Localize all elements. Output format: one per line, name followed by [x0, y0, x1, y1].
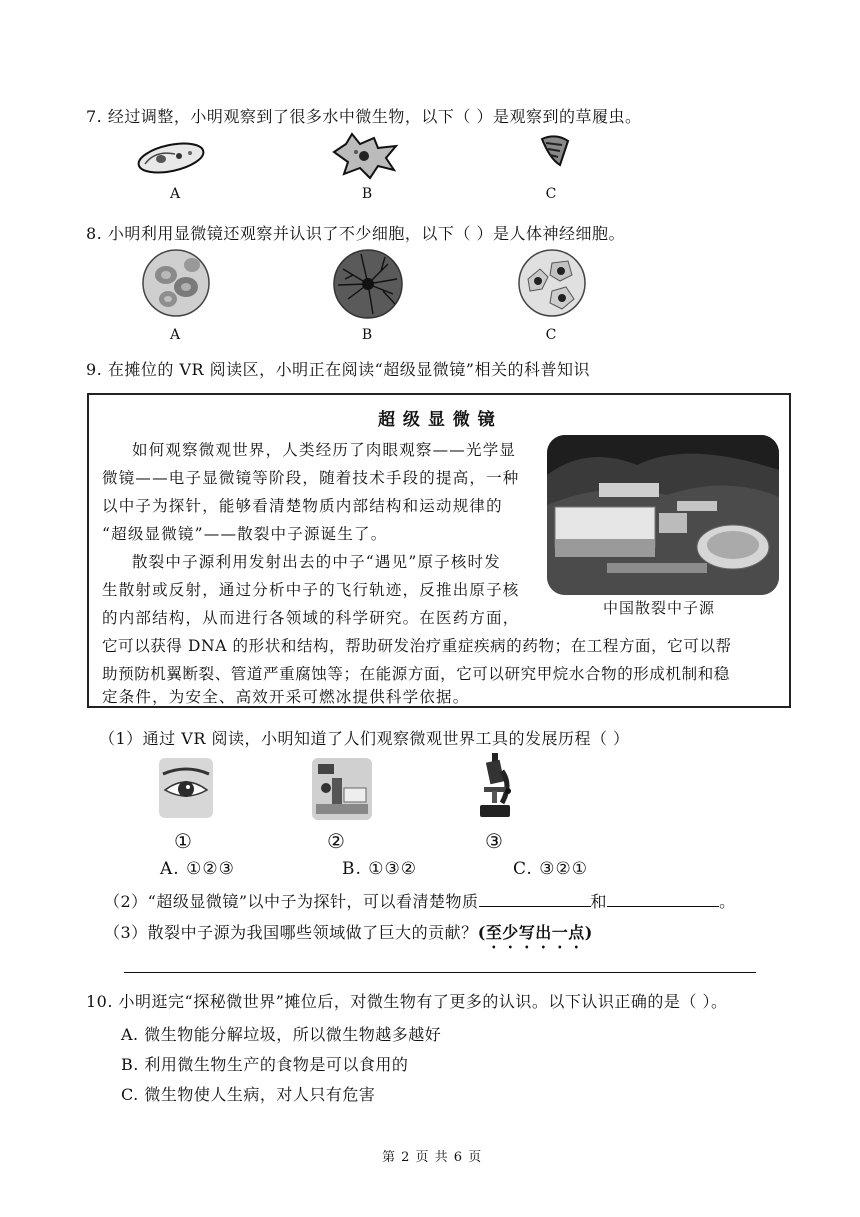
optical-microscope-image [474, 751, 514, 823]
q7-option-b[interactable]: B [361, 186, 373, 202]
tool-label-2: ② [327, 829, 345, 853]
q7-option-a[interactable]: A [169, 186, 181, 202]
stentor-image [536, 133, 576, 169]
tool-label-1: ① [174, 829, 192, 853]
q8-option-b[interactable]: B [361, 327, 373, 343]
reading-p2-line4: 它可以获得 DNA 的形状和结构，帮助研发治疗重症疾病的药物；在工程方面，它可以帮 [102, 637, 732, 655]
choice-c[interactable]: C. ③②① [513, 859, 588, 879]
page-number: 第 2 页 共 6 页 [382, 1150, 483, 1165]
neuron-image [333, 249, 403, 319]
q10-option-a[interactable]: A. 微生物能分解垃圾，所以微生物越多越好 [121, 1025, 442, 1044]
reading-p2-line6: 定条件，为安全、高效开采可燃冰提供科学依据。 [102, 688, 470, 706]
reading-p1-line1: 如何观察微观世界，人类经历了肉眼观察——光学显 [132, 441, 517, 459]
question-7-text: 7. 经过调整，小明观察到了很多水中微生物，以下（ ）是观察到的草履虫。 [86, 107, 642, 126]
red-blood-cell-image [142, 249, 210, 317]
sub-question-3-text: （3）散裂中子源为我国哪些领域做了巨大的贡献？ [104, 923, 478, 942]
q10-option-b[interactable]: B. 利用微生物生产的食物是可以食用的 [121, 1055, 409, 1074]
electron-microscope-image [312, 758, 372, 820]
q10-option-c[interactable]: C. 微生物使人生病，对人只有危害 [121, 1085, 376, 1104]
q7-option-c[interactable]: C [545, 186, 557, 202]
sub-question-2-middle: 和 [590, 892, 608, 911]
tool-label-3: ③ [485, 829, 503, 853]
choice-b[interactable]: B. ①③② [342, 859, 418, 879]
choice-a[interactable]: A. ①②③ [160, 859, 235, 879]
sub-question-1-text: （1）通过 VR 阅读，小明知道了人们观察微观世界工具的发展历程（ ） [99, 729, 630, 748]
reading-p2-line1: 散裂中子源利用发射出去的中子“遇见”原子核时发 [132, 553, 501, 571]
q8-option-a[interactable]: A [169, 327, 181, 343]
reading-p1-line4: “超级显微镜”——散裂中子源诞生了。 [102, 525, 388, 543]
sub-question-3-emphasis: (至少写出一点) [477, 923, 593, 942]
epithelial-cell-image [518, 249, 586, 317]
eye-image [159, 758, 213, 818]
answer-blank-2[interactable] [607, 906, 719, 907]
reading-p2-line3: 的内部结构，从而进行各领域的科学研究。在医药方面， [102, 609, 520, 627]
paramecium-image [135, 140, 207, 176]
question-8-text: 8. 小明利用显微镜还观察并认识了不少细胞，以下（ ）是人体神经细胞。 [86, 224, 625, 243]
reading-p2-line5: 助预防机翼断裂、管道严重腐蚀等；在能源方面，它可以研究甲烷水合物的形成机制和稳 [102, 665, 730, 683]
sub-question-2-prefix: （2）“超级显微镜”以中子为探针，可以看清楚物质 [104, 892, 479, 911]
photo-caption: 中国散裂中子源 [603, 599, 716, 617]
reading-p2-line2: 生散射或反射，通过分析中子的飞行轨迹，反推出原子核 [102, 581, 520, 599]
reading-title: 超 级 显 微 镜 [378, 410, 496, 430]
answer-blank-1[interactable] [479, 906, 591, 907]
question-10-text: 10. 小明逛完“探秘微世界”摊位后，对微生物有了更多的认识。以下认识正确的是（ ）。 [86, 992, 728, 1011]
reading-p1-line2: 微镜——电子显微镜等阶段，随着技术手段的提高，一种 [102, 469, 520, 487]
sub-question-2-suffix: 。 [719, 892, 736, 911]
reading-p1-line3: 以中子为探针，能够看清楚物质内部结构和运动规律的 [102, 497, 503, 515]
q8-option-c[interactable]: C [545, 327, 557, 343]
answer-line[interactable] [124, 972, 756, 973]
sub-question-2 [104, 889, 736, 912]
spallation-neutron-source-photo [547, 435, 779, 595]
sub-question-3 [104, 920, 593, 952]
amoeba-image [326, 132, 404, 180]
question-9-text: 9. 在摊位的 VR 阅读区，小明正在阅读“超级显微镜”相关的科普知识 [86, 360, 590, 379]
